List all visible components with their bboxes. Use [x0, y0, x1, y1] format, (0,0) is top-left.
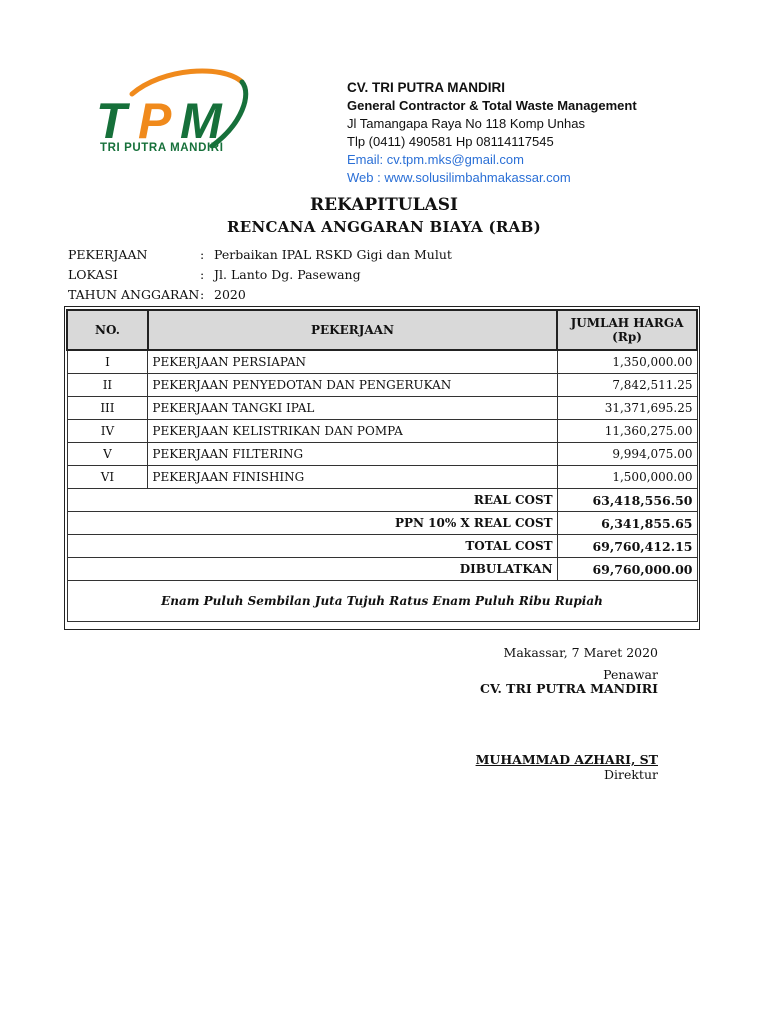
row-no: II	[67, 374, 148, 397]
row-amount: 1,500,000.00	[557, 466, 697, 489]
info-label: PEKERJAAN	[68, 247, 148, 262]
svg-text:T: T	[96, 93, 127, 149]
signature-place-date: Makassar, 7 Maret 2020	[503, 645, 658, 660]
info-value: 2020	[214, 287, 246, 302]
company-tagline: General Contractor & Total Waste Management	[347, 98, 637, 113]
info-value: Jl. Lanto Dg. Pasewang	[214, 267, 361, 282]
svg-text:M: M	[180, 93, 222, 149]
row-job: PEKERJAAN KELISTRIKAN DAN POMPA	[148, 420, 557, 443]
info-value: Perbaikan IPAL RSKD Gigi dan Mulut	[214, 247, 452, 262]
info-row-pekerjaan	[68, 245, 452, 265]
summary-value: 63,418,556.50	[557, 489, 697, 512]
row-job: PEKERJAAN TANGKI IPAL	[148, 397, 557, 420]
info-colon: :	[200, 247, 205, 262]
info-colon: :	[200, 267, 205, 282]
row-no: III	[67, 397, 148, 420]
company-web[interactable]: Web : www.solusilimbahmakassar.com	[347, 170, 571, 185]
company-email[interactable]: Email: cv.tpm.mks@gmail.com	[347, 152, 524, 167]
logo-subtitle: TRI PUTRA MANDIRI	[100, 142, 224, 154]
signature-company: CV. TRI PUTRA MANDIRI	[480, 681, 658, 696]
info-row-tahun	[68, 285, 452, 305]
company-address: Jl Tamangapa Raya No 118 Komp Unhas	[347, 116, 585, 131]
summary-value: 6,341,855.65	[557, 512, 697, 535]
signature-role-label: Penawar	[603, 667, 658, 682]
summary-row-total	[67, 535, 697, 558]
amount-in-words: Enam Puluh Sembilan Juta Tujuh Ratus Enam Puluh Ribu Rupiah	[67, 581, 697, 622]
company-logo	[92, 66, 262, 176]
table-row	[67, 374, 697, 397]
info-label: TAHUN ANGGARAN	[68, 287, 200, 302]
company-info	[347, 79, 637, 187]
company-name: CV. TRI PUTRA MANDIRI	[347, 80, 506, 95]
header-no: NO.	[67, 310, 148, 350]
header-amount: JUMLAH HARGA (Rp)	[557, 310, 697, 350]
summary-label: DIBULATKAN	[67, 558, 557, 581]
summary-label: REAL COST	[67, 489, 557, 512]
summary-row-rounded	[67, 558, 697, 581]
svg-text:P: P	[138, 93, 172, 149]
tpm-logo-icon	[92, 66, 262, 176]
row-amount: 7,842,511.25	[557, 374, 697, 397]
summary-label: TOTAL COST	[67, 535, 557, 558]
summary-row-ppn	[67, 512, 697, 535]
row-no: V	[67, 443, 148, 466]
info-label: LOKASI	[68, 267, 118, 282]
rab-table	[66, 309, 698, 622]
row-no: VI	[67, 466, 148, 489]
row-job: PEKERJAAN FILTERING	[148, 443, 557, 466]
summary-value: 69,760,000.00	[557, 558, 697, 581]
summary-label: PPN 10% X REAL COST	[67, 512, 557, 535]
row-no: I	[67, 350, 148, 374]
document-subtitle: RENCANA ANGGARAN BIAYA (RAB)	[227, 218, 541, 236]
project-info	[68, 245, 452, 305]
amount-words-row	[67, 581, 697, 622]
document-title: REKAPITULASI	[310, 195, 458, 215]
table-row	[67, 443, 697, 466]
info-row-lokasi	[68, 265, 452, 285]
row-amount: 11,360,275.00	[557, 420, 697, 443]
row-job: PEKERJAAN PERSIAPAN	[148, 350, 557, 374]
row-amount: 9,994,075.00	[557, 443, 697, 466]
row-amount: 31,371,695.25	[557, 397, 697, 420]
header-job: PEKERJAAN	[148, 310, 557, 350]
signatory-name: MUHAMMAD AZHARI, ST	[475, 752, 658, 767]
info-colon: :	[200, 287, 205, 302]
summary-value: 69,760,412.15	[557, 535, 697, 558]
row-job: PEKERJAAN PENYEDOTAN DAN PENGERUKAN	[148, 374, 557, 397]
company-phone: Tlp (0411) 490581 Hp 08114117545	[347, 134, 554, 149]
table-row	[67, 466, 697, 489]
table-row	[67, 350, 697, 374]
row-no: IV	[67, 420, 148, 443]
summary-row-real-cost	[67, 489, 697, 512]
table-row	[67, 420, 697, 443]
row-job: PEKERJAAN FINISHING	[148, 466, 557, 489]
table-header-row	[67, 310, 697, 350]
row-amount: 1,350,000.00	[557, 350, 697, 374]
table-row	[67, 397, 697, 420]
signatory-position: Direktur	[603, 767, 658, 782]
